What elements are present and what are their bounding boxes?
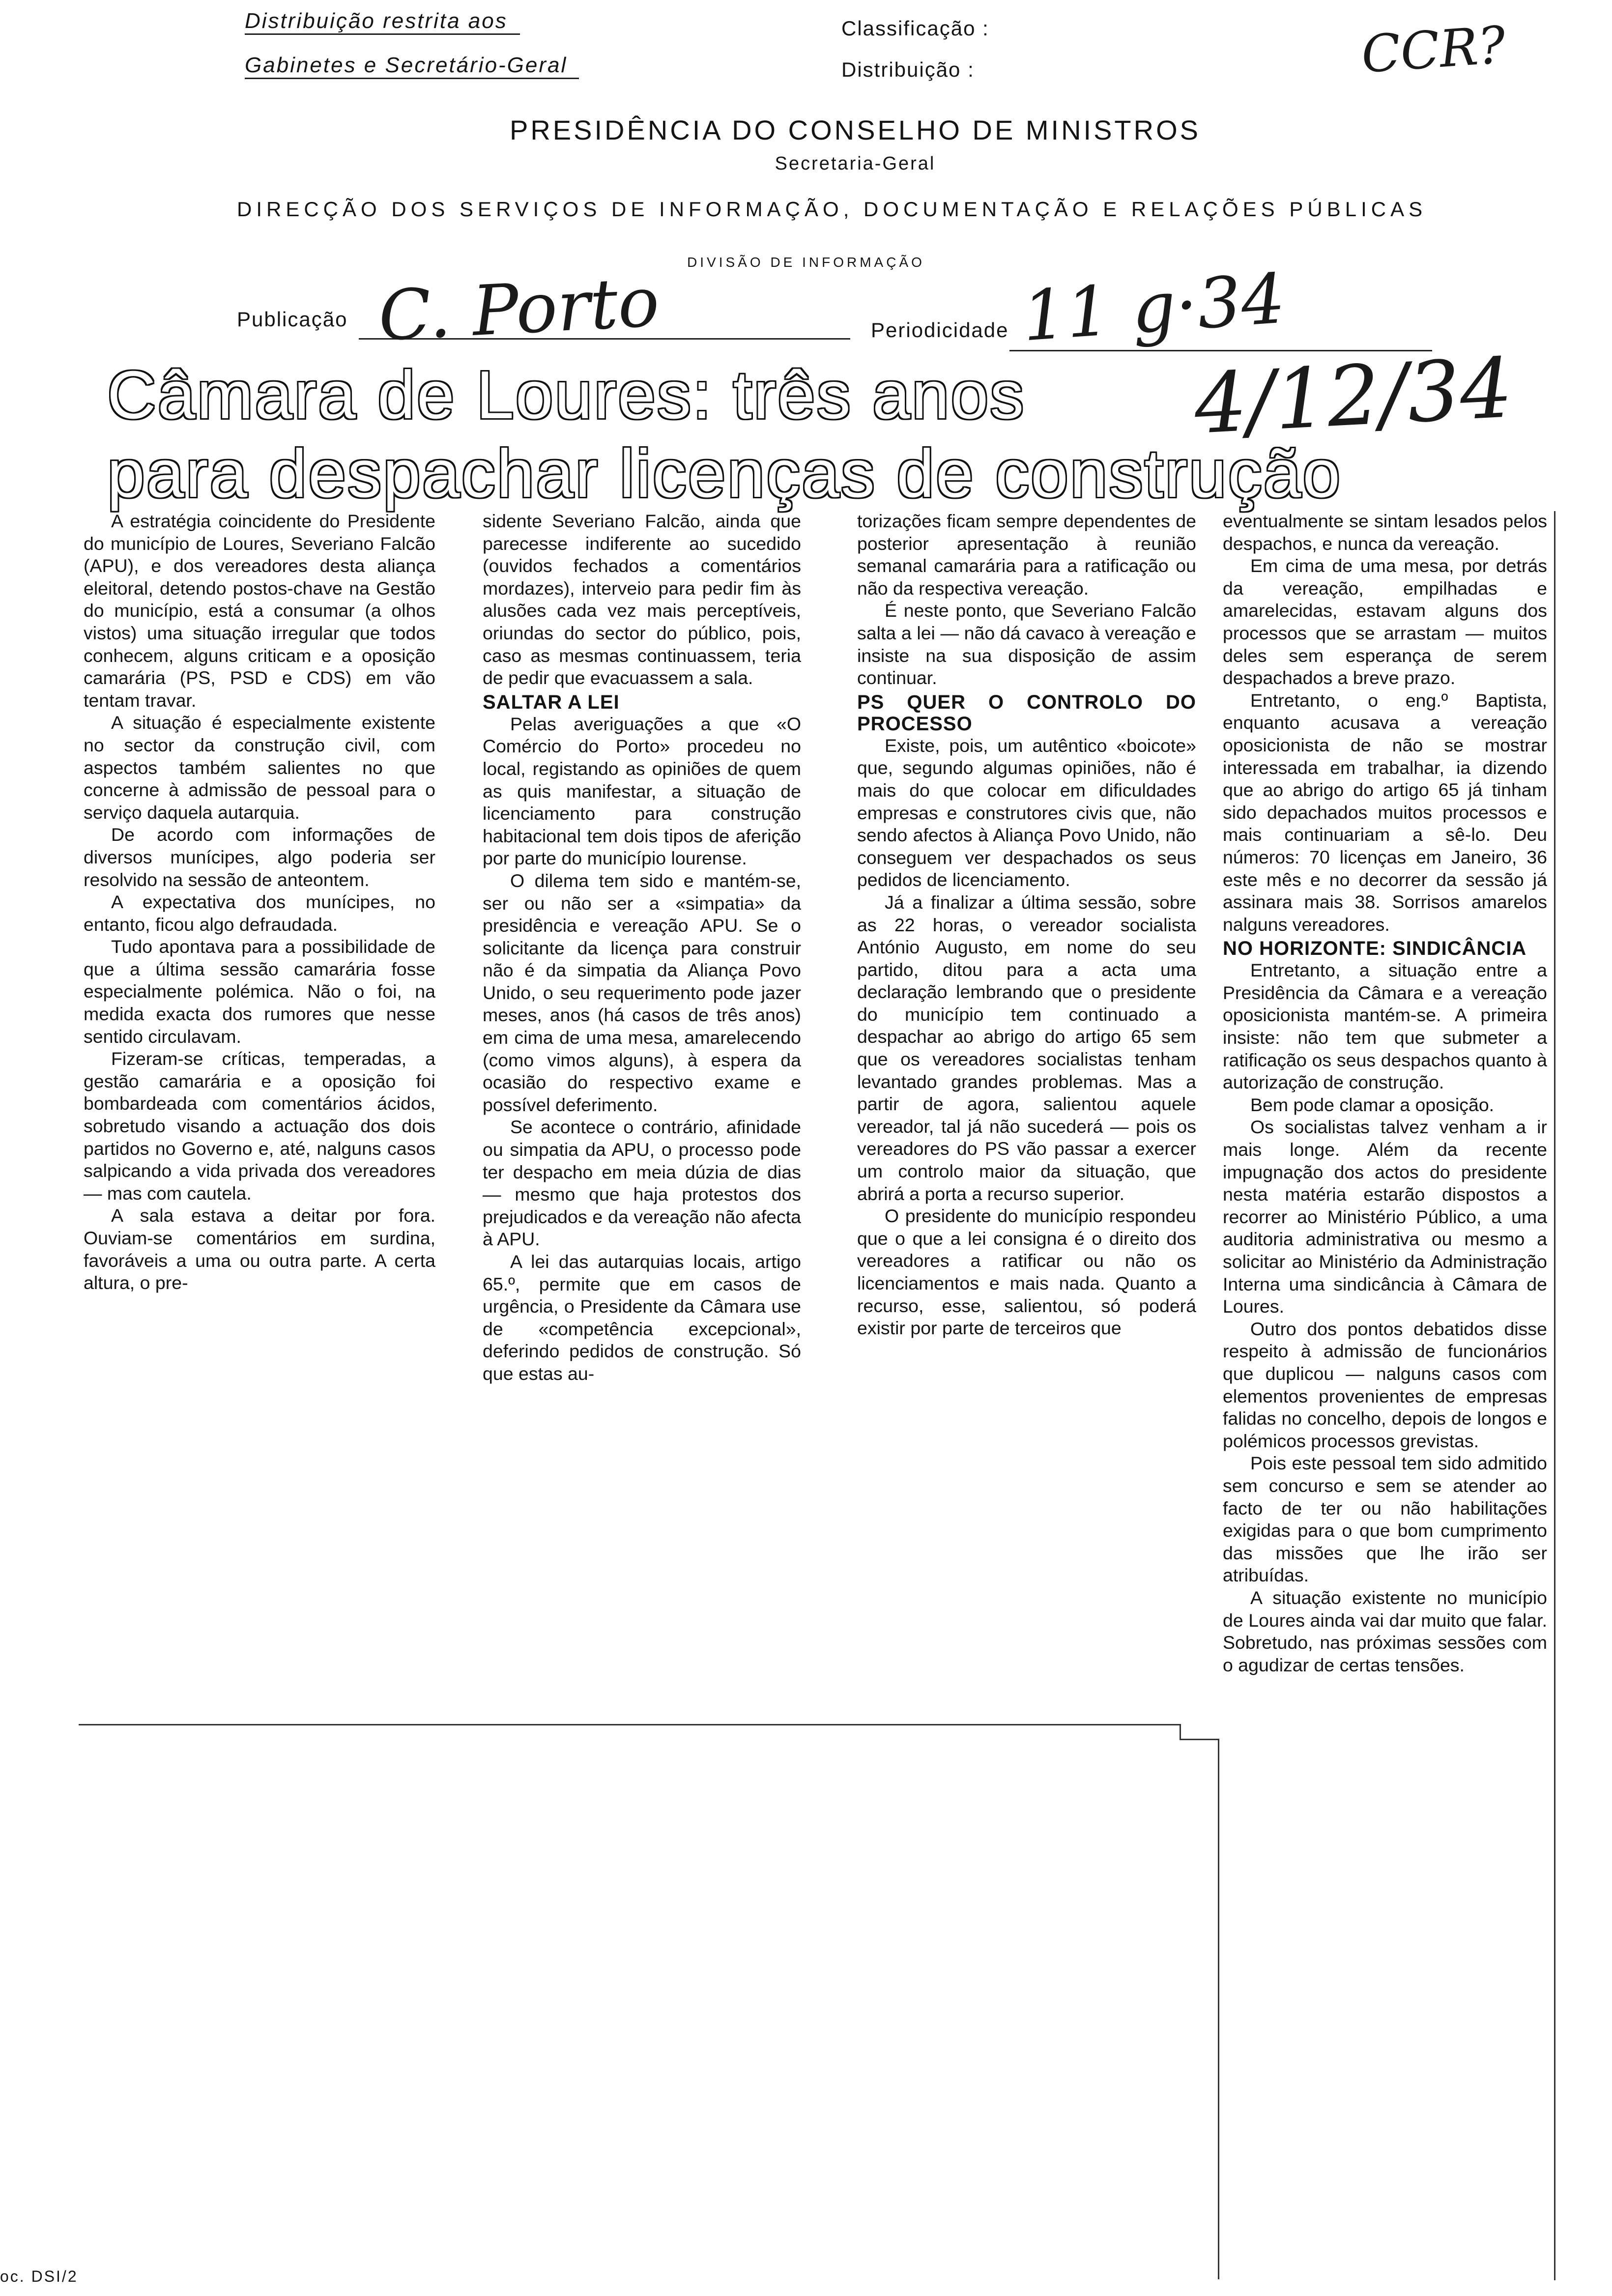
col1-paragraph: A estratégia coincidente do Presidente do município de Loures, Severiano Falcão (APU), e dos vereadores desta aliança eleitoral, detendo postos-chave na Gestão do município, está a consumar (a olhos vistos) uma situação irregular que todos conhecem, alguns criticam e a oposição camarária (PS, PSD e CDS) em vão tentam travar. — [84, 511, 435, 711]
secretariat: Secretaria-Geral — [775, 153, 936, 174]
col4-paragraph: Entretanto, a situação entre a Presidência da Câmara e a vereação oposicionista mantém-se. A primeira insiste: não tem que submeter a ratificação os seus despachos quanto à autorização de construção. — [1223, 960, 1547, 1093]
publication-handwritten: C. Porto — [376, 262, 662, 357]
periodicity-handwritten: 11 g·34 — [1019, 258, 1288, 357]
headline-line1: Câmara de Loures: três anos — [107, 357, 1026, 433]
col4-paragraph: Outro dos pontos debatidos disse respeito à admissão de funcionários que duplicou — nalguns casos com elementos provenientes de empresas falidas no concelho, depois de longos e polémicos processos grevistas. — [1223, 1318, 1547, 1451]
article-column-3 — [857, 510, 1196, 1340]
col4-paragraph: A situação existente no município de Loures ainda vai dar muito que falar. Sobretudo, nas próximas sessões com o agudizar de certas tensões. — [1223, 1587, 1547, 1675]
article-column-4 — [1223, 510, 1547, 1676]
col4-paragraph: Bem pode clamar a oposição. — [1250, 1094, 1495, 1115]
col4-paragraph: Os socialistas talvez venham a ir mais longe. Além da recente impugnação dos actos do presidente nesta matéria estarão dispostos a recorrer ao Ministério Público, a uma auditoria administrativa ou mesmo a solicitar ao Ministério da Administração Interna uma sindicância à Câmara de Loures. — [1223, 1117, 1547, 1317]
clipping-step-rule — [1180, 1739, 1219, 1740]
clipping-right-rule-upper — [1180, 1724, 1181, 1739]
document-code: oc. DSI/2 — [0, 2267, 78, 2285]
col4-paragraph: eventualmente se sintam lesados pelos despachos, e nunca da vereação. — [1223, 511, 1547, 554]
col1-paragraph: A sala estava a deitar por fora. Ouviam-se comentários em surdina, favoráveis a uma ou outra parte. A certa altura, o pre- — [84, 1205, 435, 1293]
col2-paragraph: sidente Severiano Falcão, ainda que parecesse indiferente ao sucedido (ouvidos fechados a comentários mordazes), interveio para pedir fim às alusões cada vez mais perceptíveis, oriundas do sector do público, pois, caso as mesmas continuassem, teria de pedir que evacuassem a sala. — [483, 511, 801, 689]
col2-paragraph: O dilema tem sido e mantém-se, ser ou não ser a «simpatia» da presidência e vereação APU. Se o solicitante da licença para construir não é da simpatia da Aliança Povo Unido, o seu requerimento pode jazer meses, anos (há casos de três anos) em cima de uma mesa, amarelecendo (como vimos alguns), à espera da ocasião do respectivo exame e possível deferimento. — [483, 870, 801, 1115]
col4-subheading: NO HORIZONTE: SINDICÂNCIA — [1223, 938, 1527, 960]
col3-paragraph: Já a finalizar a última sessão, sobre as 22 horas, o vereador socialista António Augusto, em nome do seu partido, ditou para a acta uma declaração lembrando que o presidente do município tem continuado a despachar ao abrigo do artigo 65 sem que os vereadores socialistas tenham levantado grandes problemas. Mas a partir de agora, salientou aquele vereador, tal já não sucederá — pois os vereadores do PS vão passar a exercer um controlo maior da situação, que abrirá a porta a recurso superior. — [857, 891, 1196, 1204]
col1-paragraph: Tudo apontava para a possibilidade de que a última sessão camarária fosse especialmente polémica. Não o foi, na medida exacta dos rumores que nesse sentido circulavam. — [84, 936, 435, 1047]
corner-handwriting: CCR? — [1359, 14, 1508, 85]
col2-paragraph: Se acontece o contrário, afinidade ou simpatia da APU, o processo pode ter despacho em meia dúzia de dias — mesmo que haja protestos dos prejudicados e da vereação não afecta à APU. — [483, 1117, 801, 1250]
distribution-note-line1: Distribuição restrita aos — [245, 9, 520, 35]
col1-paragraph: De acordo com informações de diversos munícipes, algo poderia ser resolvido na sessão de anteontem. — [84, 824, 435, 890]
col1-paragraph: A expectativa dos munícipes, no entanto, ficou algo defraudada. — [84, 891, 435, 935]
clipping-far-right-rule — [1554, 511, 1555, 2280]
col3-paragraph: Existe, pois, um autêntico «boicote» que, segundo algumas opiniões, não é mais do que colocar em dificuldades empresas e construtores civis que, não sendo afectos à Aliança Povo Unido, não conseguem ver despachados os seus pedidos de licenciamento. — [857, 735, 1196, 890]
article-column-1 — [84, 510, 435, 1294]
organization-title: PRESIDÊNCIA DO CONSELHO DE MINISTROS — [510, 115, 1201, 145]
headline-line2: para despachar licenças de construção — [107, 436, 1342, 512]
publication-label: Publicação — [237, 308, 348, 331]
col2-subheading: SALTAR A LEI — [483, 691, 620, 713]
col2-paragraph: Pelas averiguações a que «O Comércio do Porto» procedeu no local, registando as opiniões de quem as quis manifestar, a situação de licenciamento para construção habitacional tem dois tipos de aferição por parte do município lourense. — [483, 713, 801, 869]
col1-paragraph: Fizeram-se críticas, temperadas, a gestão camarária e a oposição foi bombardeada com comentários ácidos, sobretudo visando a actuação dos dois partidos no Governo e, até, nalguns casos salpicando a vida privada dos vereadores — mas com cautela. — [84, 1048, 435, 1204]
division: DIVISÃO DE INFORMAÇÃO — [687, 255, 925, 270]
date-handwritten: 4/12/34 — [1192, 340, 1515, 453]
distribution-label: Distribuição : — [841, 58, 975, 81]
col3-paragraph: É neste ponto, que Severiano Falcão salta a lei — não dá cavaco à vereação e insiste na sua disposição de assim continuar. — [857, 600, 1196, 689]
col1-paragraph: A situação é especialmente existente no sector da construção civil, com aspectos também salientes no que concerne à admissão de pessoal para o serviço daquela autarquia. — [84, 712, 435, 823]
col4-paragraph: Entretanto, o eng.º Baptista, enquanto acusava a vereação oposicionista de não se mostrar interessada em trabalhar, ia dizendo que ao abrigo do artigo 65 já tinham sido depachados muitos processos e mais continuariam a sê-lo. Deu números: 70 licenças em Janeiro, 36 este mês e no decorrer da sessão já assinara mais 38. Sorrisos amarelos nalguns vereadores. — [1223, 689, 1547, 935]
clipping-bottom-rule — [79, 1724, 1180, 1725]
col3-paragraph: O presidente do município respondeu que o que a lei consigna é o direito dos vereadores a ratificar ou não os licenciamentos e mais nada. Quanto a recurso, esse, salientou, só poderá existir por parte de terceiros que — [857, 1205, 1196, 1339]
col3-subheading: PS QUER O CONTROLO DO PROCESSO — [857, 691, 1196, 735]
article-column-2 — [483, 510, 801, 1385]
col4-paragraph: Em cima de uma mesa, por detrás da vereação, empilhadas e amarelecidas, estavam alguns dos processos que se arrastam — muitos deles sem esperança de serem despachados a breve prazo. — [1223, 555, 1547, 689]
classification-label: Classificação : — [841, 17, 989, 40]
distribution-note-line2: Gabinetes e Secretário-Geral — [245, 53, 579, 79]
clipping-right-rule-lower — [1218, 1739, 1219, 2279]
col3-paragraph: torizações ficam sempre dependentes de posterior apresentação à reunião semanal camarária para a ratificação ou não da respectiva vereação. — [857, 511, 1196, 599]
col4-paragraph: Pois este pessoal tem sido admitido sem concurso e sem se atender ao facto de ter ou não habilitações exigidas para o que bom cumprimento das missões que lhe irão ser atribuídas. — [1223, 1453, 1547, 1586]
periodicity-label: Periodicidade — [871, 318, 1009, 342]
directorate: DIRECÇÃO DOS SERVIÇOS DE INFORMAÇÃO, DOCUMENTAÇÃO E RELAÇÕES PÚBLICAS — [237, 198, 1427, 221]
col2-paragraph: A lei das autarquias locais, artigo 65.º, permite que em casos de urgência, o Presidente da Câmara use de «competência excepcional», deferindo pedidos de construção. Só que estas au- — [483, 1251, 801, 1384]
